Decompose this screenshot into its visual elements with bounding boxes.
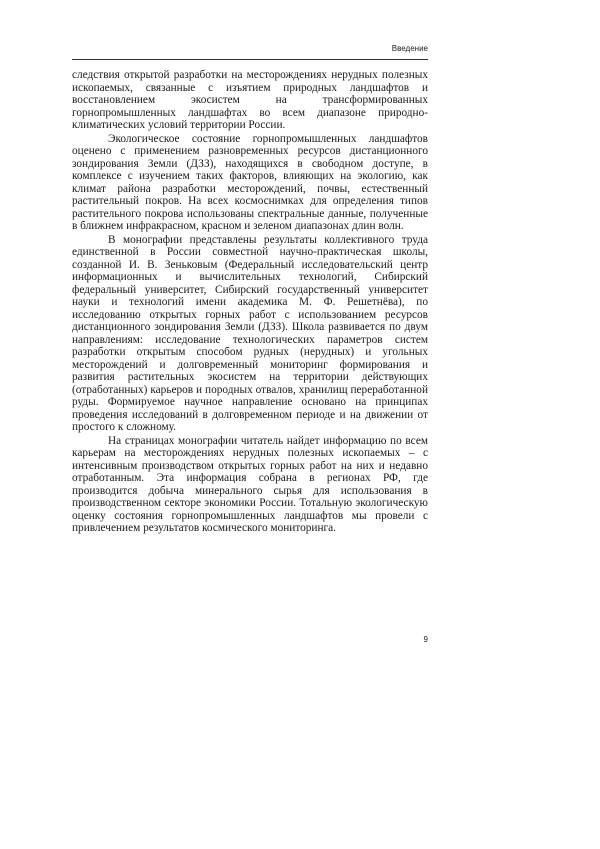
page-number: 9 (423, 635, 428, 644)
header-rule (72, 59, 428, 60)
paragraph: Экологическое состояние горнопромышленных ландшафтов оценено с применением разновременных ресурсов дистанционного зондирования Земли (ДЗЗ), находящихся в свободном доступе, в комплексе с изучением таких факторов, влияющих на экологию, как климат района разработки месторождений, почвы, естественный растительный покров. На всех космоснимках для определения типов растительного покрова использованы спектральные данные, полученные в ближнем инфракрасном, красном и зеленом диапазонах длин волн. (72, 132, 428, 232)
running-header: Введение (391, 44, 428, 53)
paragraph: В монографии представлены результаты коллективного труда единственной в России совместной научно-практическая школы, созданной И. В. Зеньковым (Федеральный исследовательский центр информационных и вычислительных технологий, Сибирский федеральный университет, Сибирский государственный университет науки и технологий имени академика М. Ф. Решетнёва), по исследованию открытых горных работ с использованием ресурсов дистанционного зондирования Земли (ДЗЗ). Школа развивается по двум направлениям: исследование технологических параметров систем разработки открытым способом рудных (нерудных) и угольных месторождений и долговременный мониторинг формирования и развития растительных экосистем на территории действующих (отработанных) карьеров и породных отвалов, хранилищ переработанной руды. Формируемое научное направление основано на принципах проведения исследований в долговременном периоде и на движении от простого к сложному. (72, 233, 428, 433)
paragraph: На страницах монографии читатель найдет информацию по всем карьерам на месторождениях нерудных полезных ископаемых – с интенсивным производством открытых горных работ на них и недавно отработанным. Эта информация собрана в регионах РФ, где производится добыча минерального сырья для использования в производственном секторе экономики России. Тотальную экологическую оценку состояния горнопромышленных ландшафтов мы провели с привлечением результатов космического мониторинга. (72, 434, 428, 534)
body-text (72, 69, 428, 535)
paragraph-continuation: следствия открытой разработки на месторождениях нерудных полезных ископаемых, связанные с изъятием природных ландшафтов и восстановлением экосистем на трансформированных горнопромышленных ландшафтах во всем диапазоне природно-климатических условий территории России. (72, 69, 428, 131)
